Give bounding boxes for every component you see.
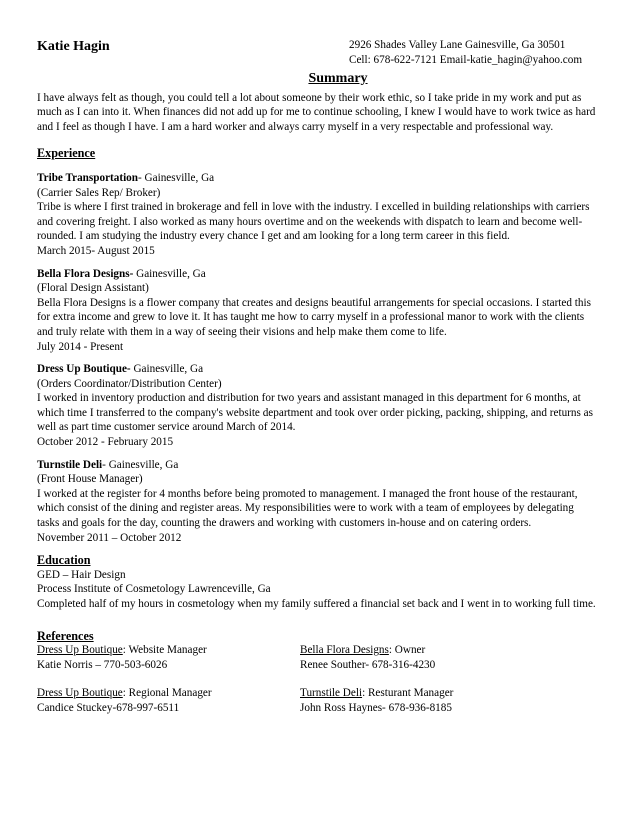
education-heading: Education <box>37 553 91 568</box>
resume-header <box>37 38 599 68</box>
reference-role: : Resturant Manager <box>362 687 454 700</box>
reference-entry <box>300 643 563 672</box>
job-header <box>37 458 599 473</box>
address-line: 2926 Shades Valley Lane Gainesville, Ga 30501 <box>349 39 566 51</box>
job-role: (Front House Manager) <box>37 473 143 486</box>
reference-contact: Candice Stuckey-678-997-6511 <box>37 701 180 714</box>
job-description: I worked in inventory production and distribution for two years and assistant managed in this department for 6 months, at which time I transferred to the company's website department and took over order picking, packing, shipping, and returns as well as part time customer service around March of 2014. <box>37 392 593 434</box>
reference-entry <box>300 686 563 715</box>
job-description: Bella Flora Designs is a flower company that creates and designs beautiful arrangements for special occasions. I started this for extra income and grew to love it. It has taught me how to carry myself in a professional manor to work with the clients and truly relate with them in a way of seeing their visions and help make them come to life. <box>37 296 591 338</box>
summary-heading: Summary <box>308 71 368 86</box>
summary-text: I have always felt as though, you could tell a lot about someone by their work ethic, so I take pride in my work and put as much as I can into it. When finances did not add up for me to continue schooling, I knew I would have to work twice as hard and I feel as though I have. I am a hard worker and always carry myself in a very respectable and professional way. <box>37 91 596 133</box>
job-company: Turnstile Deli <box>37 458 103 471</box>
job-header <box>37 171 599 186</box>
job-entry <box>37 171 599 259</box>
job-dates: October 2012 - February 2015 <box>37 436 174 449</box>
job-entry <box>37 458 599 546</box>
reference-contact: Katie Norris – 770-503-6026 <box>37 658 168 671</box>
reference-company: Dress Up Boutique <box>37 687 123 700</box>
education-line: GED – Hair Design <box>37 568 126 581</box>
reference-entry <box>37 643 300 672</box>
contact-line: Cell: 678-622-7121 Email-katie_hagin@yahoo.com <box>349 54 583 66</box>
references-heading: References <box>37 628 94 643</box>
job-role: (Floral Design Assistant) <box>37 282 149 295</box>
reference-company: Turnstile Deli <box>300 687 363 700</box>
job-company: Bella Flora Designs- <box>37 267 134 280</box>
job-location: - Gainesville, Ga <box>138 171 215 184</box>
references-grid <box>37 643 599 729</box>
job-dates: November 2011 – October 2012 <box>37 531 182 544</box>
job-location: - Gainesville, Ga <box>102 458 179 471</box>
job-role: (Orders Coordinator/Distribution Center) <box>37 377 222 390</box>
experience-heading: Experience <box>37 146 96 161</box>
job-role: (Carrier Sales Rep/ Broker) <box>37 186 161 199</box>
education-line: Completed half of my hours in cosmetology when my family suffered a financial set back and I went in to working full time. <box>37 598 596 610</box>
job-company: Dress Up Boutique- <box>37 363 131 376</box>
job-header <box>37 267 599 282</box>
job-dates: July 2014 - Present <box>37 340 124 353</box>
job-location: Gainesville, Ga <box>130 363 204 376</box>
reference-role: : Website Manager <box>122 644 207 657</box>
contact-block <box>349 38 599 68</box>
reference-contact: Renee Souther- 678-316-4230 <box>300 658 436 671</box>
job-description: Tribe is where I first trained in brokerage and fell in love with the industry. I excelled in building relationships with carriers and covering freight. I also worked as many hours overtime and on the weekends with dispatch to learn and become well-rounded. I am studying the industry every chance I get and am looking for a long term career in this field. <box>37 201 590 243</box>
job-location: Gainesville, Ga <box>133 267 206 280</box>
reference-role: : Owner <box>388 644 426 657</box>
references-column <box>300 643 563 729</box>
reference-role: : Regional Manager <box>122 687 212 700</box>
job-description: I worked at the register for 4 months before being promoted to management. I managed the front house of the restaurant, which consist of the dining and register areas. My responsibilities were to work with a team of employees by delegating tasks and goals for the day, counting the drawers and working with customers in-house and on catering orders. <box>37 487 578 530</box>
reference-company: Dress Up Boutique <box>37 644 123 657</box>
job-header <box>37 362 599 377</box>
resume-page <box>37 38 599 730</box>
references-column <box>37 643 300 729</box>
reference-company: Bella Flora Designs <box>300 644 389 657</box>
reference-entry <box>37 686 300 715</box>
reference-contact: John Ross Haynes- 678-936-8185 <box>300 701 452 714</box>
applicant-name: Katie Hagin <box>37 39 110 54</box>
job-entry <box>37 267 599 355</box>
job-entry <box>37 362 599 450</box>
job-company: Tribe Transportation <box>37 171 139 184</box>
education-line: Process Institute of Cosmetology Lawrenceville, Ga <box>37 583 271 596</box>
job-dates: March 2015- August 2015 <box>37 244 155 257</box>
